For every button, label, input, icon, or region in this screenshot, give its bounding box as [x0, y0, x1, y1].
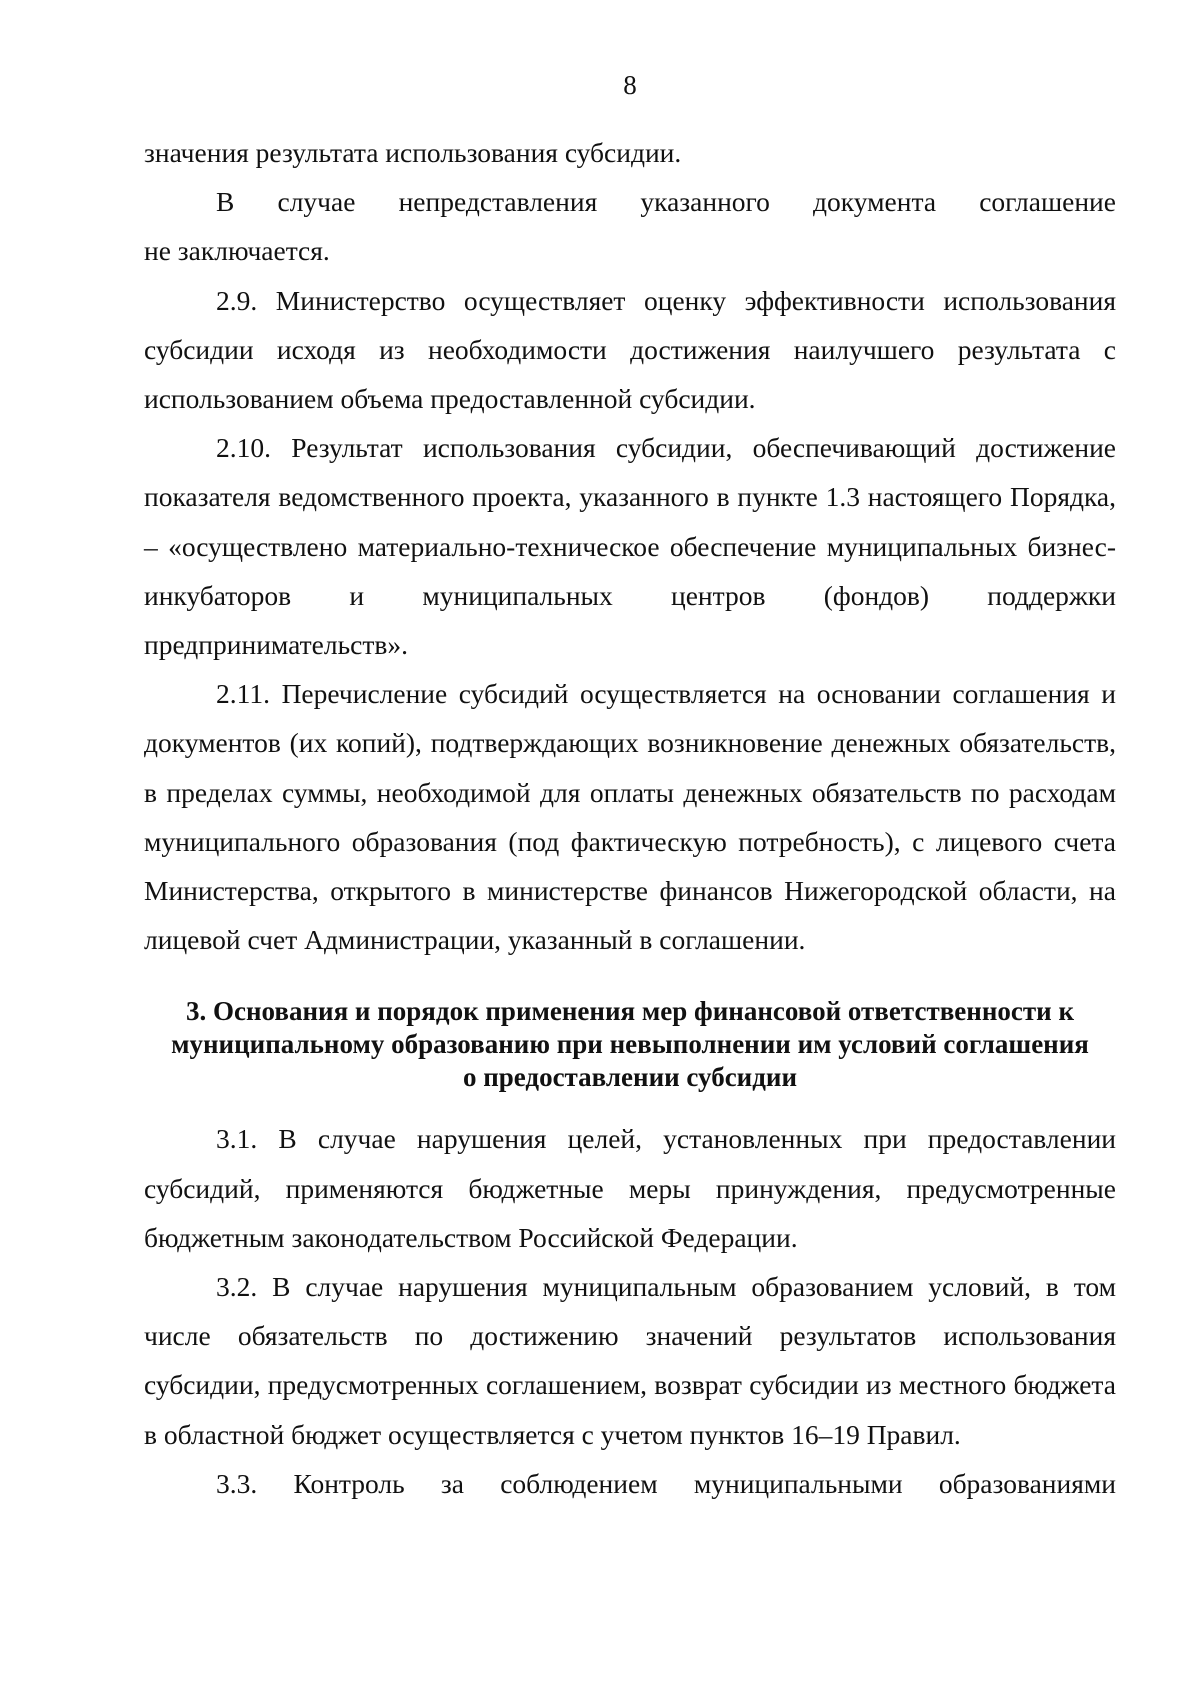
paragraph-continuation: значения результата использования субсидии. — [144, 137, 682, 168]
section-3-heading — [144, 995, 1116, 1094]
paragraph-2-10: 2.10. Результат использования субсидии, обеспечивающий достижение показателя ведомственного проекта, указанного в пункте 1.3 настоящего Порядка, – «осуществлено материально-техническое обеспечение муниципальных бизнес-инкубаторов и муниципальных центров (фондов) поддержки предпринимательств». — [144, 432, 1116, 661]
paragraph-no-agreement-end: не заключается. — [144, 235, 330, 267]
paragraph-3-3: 3.3. Контроль за соблюдением муниципальными образованиями — [216, 1467, 1116, 1499]
document-body — [144, 128, 1116, 1508]
section-3-heading-line-3: о предоставлении субсидии — [462, 1062, 798, 1093]
paragraph-no-agreement: В случае непредставления указанного документа соглашение — [216, 186, 1116, 218]
page-number: 8 — [623, 70, 637, 100]
paragraph-2-9: 2.9. Министерство осуществляет оценку эффективности использования субсидии исходя из необходимости достижения наилучшего результата с использованием объема предоставленной субсидии. — [144, 284, 1116, 415]
paragraph-3-2: 3.2. В случае нарушения муниципальным образованием условий, в том числе обязательств по достижению значений результатов использования субсидии, предусмотренных соглашением, возврат субсидии из местного бюджета в областной бюджет осуществляется с учетом пунктов 16–19 Правил. — [144, 1271, 1116, 1450]
section-3-heading-line-1: 3. Основания и порядок применения мер финансовой ответственности к — [186, 996, 1074, 1027]
section-3-heading-line-2: муниципальному образованию при невыполнении им условий соглашения — [171, 1029, 1089, 1060]
paragraph-3-1: 3.1. В случае нарушения целей, установленных при предоставлении субсидий, применяются бюджетные меры принуждения, предусмотренные бюджетным законодательством Российской Федерации. — [144, 1123, 1116, 1253]
paragraph-2-11: 2.11. Перечисление субсидий осуществляется на основании соглашения и документов (их копий), подтверждающих возникновение денежных обязательств, в пределах суммы, необходимой для оплаты денежных обязательств по расходам муниципального образования (под фактическую потребность), с лицевого счета Министерства, открытого в министерстве финансов Нижегородской области, на лицевой счет Администрации, указанный в соглашении. — [144, 678, 1116, 956]
